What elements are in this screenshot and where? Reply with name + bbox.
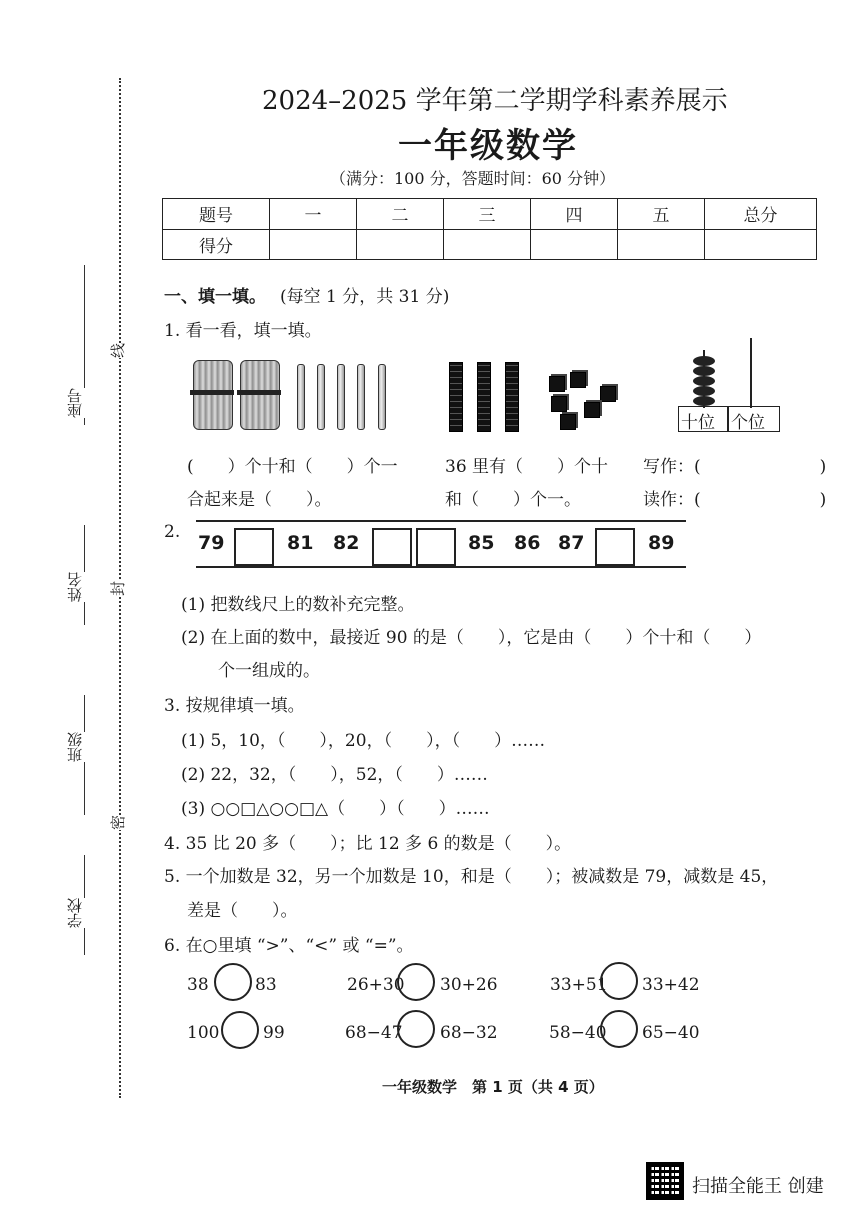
q3-sub3: (3) ○○□△○○□△（ ）（ ）…… xyxy=(181,799,490,819)
compare-left: 68−47 xyxy=(345,1023,403,1043)
q1a-line2: 合起来是（ ）。 xyxy=(187,490,332,510)
section-heading: 一、填一填。 xyxy=(164,287,266,307)
score-table-header: 一 xyxy=(270,199,357,230)
compare-circle xyxy=(600,962,638,1000)
compare-circle xyxy=(397,1010,435,1048)
q3-sub1: (1) 5，10，（ ），20，（ ），（ ）…… xyxy=(181,731,546,751)
q2-number: 2. xyxy=(164,522,181,542)
q1-stem: 1. 看一看，填一填。 xyxy=(164,321,322,341)
q3-stem: 3. 按规律填一填。 xyxy=(164,696,305,716)
q6-stem: 6. 在○里填 “>”、“<” 或 “=”。 xyxy=(164,936,414,956)
q1c-write: 写作：( ) xyxy=(643,457,827,477)
score-row-label: 得分 xyxy=(163,229,270,260)
ruler-number: 81 xyxy=(287,532,314,554)
score-table-header: 题号 xyxy=(163,199,270,230)
compare-circle xyxy=(221,1011,259,1049)
exam-title: 2024–2025 学年第二学期学科素养展示 xyxy=(262,86,728,116)
score-table xyxy=(162,198,817,260)
compare-left: 100 xyxy=(187,1023,220,1043)
ruler-number: 87 xyxy=(558,532,585,554)
compare-right: 65−40 xyxy=(642,1023,700,1043)
ruler-blank-box xyxy=(234,528,274,566)
compare-circle xyxy=(397,963,435,1001)
binding-mark-seal: 封 xyxy=(109,580,128,597)
score-table-header: 总分 xyxy=(705,199,817,230)
ruler-blank-box xyxy=(416,528,456,566)
compare-circle xyxy=(214,963,252,1001)
ones-label: 个位 xyxy=(731,413,765,433)
ruler-blank-box xyxy=(595,528,635,566)
subject-title: 一年级数学 xyxy=(398,126,578,166)
ruler-number: 82 xyxy=(333,532,360,554)
ruler-blank-box xyxy=(372,528,412,566)
ruler-number: 89 xyxy=(648,532,675,554)
compare-left: 38 xyxy=(187,975,209,995)
compare-right: 33+42 xyxy=(642,975,700,995)
ruler-number: 79 xyxy=(198,532,225,554)
compare-right: 99 xyxy=(263,1023,285,1043)
binding-mark-secret: 密 xyxy=(109,814,128,831)
qr-code-icon xyxy=(646,1162,684,1200)
q5-line1: 5. 一个加数是 32，另一个加数是 10，和是（ ）；被减数是 79，减数是 45， xyxy=(164,867,779,887)
compare-left: 26+30 xyxy=(347,975,405,995)
q1b-line1: 36 里有（ ）个十 xyxy=(445,457,609,477)
q1c-read: 读作：( ) xyxy=(643,490,827,510)
name-label: 姓名 xyxy=(66,572,84,602)
ruler-number: 85 xyxy=(468,532,495,554)
binding-mark-line: 线 xyxy=(109,342,128,359)
ruler-number: 86 xyxy=(514,532,541,554)
score-cell xyxy=(618,229,705,260)
q5-line2: 差是（ ）。 xyxy=(187,901,298,921)
compare-circle xyxy=(600,1010,638,1048)
score-cell xyxy=(444,229,531,260)
page-footer: 一年级数学 第 1 页（共 4 页） xyxy=(382,1078,604,1096)
compare-right: 30+26 xyxy=(440,975,498,995)
exam-info: （满分：100 分，答题时间：60 分钟） xyxy=(330,169,616,188)
q1a-line1: ( ）个十和（ ）个一 xyxy=(187,457,398,477)
score-cell xyxy=(531,229,618,260)
q2-sub1: (1) 把数线尺上的数补充完整。 xyxy=(181,595,415,615)
score-table-header: 二 xyxy=(357,199,444,230)
class-label: 班级 xyxy=(66,732,84,762)
seat-label: 座号 xyxy=(66,388,84,418)
score-cell xyxy=(357,229,444,260)
compare-left: 33+51 xyxy=(550,975,608,995)
score-cell xyxy=(270,229,357,260)
compare-left: 58−40 xyxy=(549,1023,607,1043)
score-cell xyxy=(705,229,817,260)
q2-sub2-line2: 个一组成的。 xyxy=(218,661,320,681)
q4-text: 4. 35 比 20 多（ ）；比 12 多 6 的数是（ ）。 xyxy=(164,834,572,854)
school-label: 学校 xyxy=(66,898,84,928)
score-table-header: 三 xyxy=(444,199,531,230)
q2-sub2-line1: (2) 在上面的数中，最接近 90 的是（ ），它是由（ ）个十和（ ） xyxy=(181,628,762,648)
q3-sub2: (2) 22，32，（ ），52，（ ）…… xyxy=(181,765,488,785)
q1b-line2: 和（ ）个一。 xyxy=(445,490,581,510)
score-table-header: 四 xyxy=(531,199,618,230)
section-points: (每空 1 分，共 31 分) xyxy=(280,287,450,307)
scanner-watermark: 扫描全能王 创建 xyxy=(692,1176,824,1197)
compare-right: 83 xyxy=(255,975,277,995)
tens-label: 十位 xyxy=(681,413,715,433)
compare-right: 68−32 xyxy=(440,1023,498,1043)
score-table-header: 五 xyxy=(618,199,705,230)
